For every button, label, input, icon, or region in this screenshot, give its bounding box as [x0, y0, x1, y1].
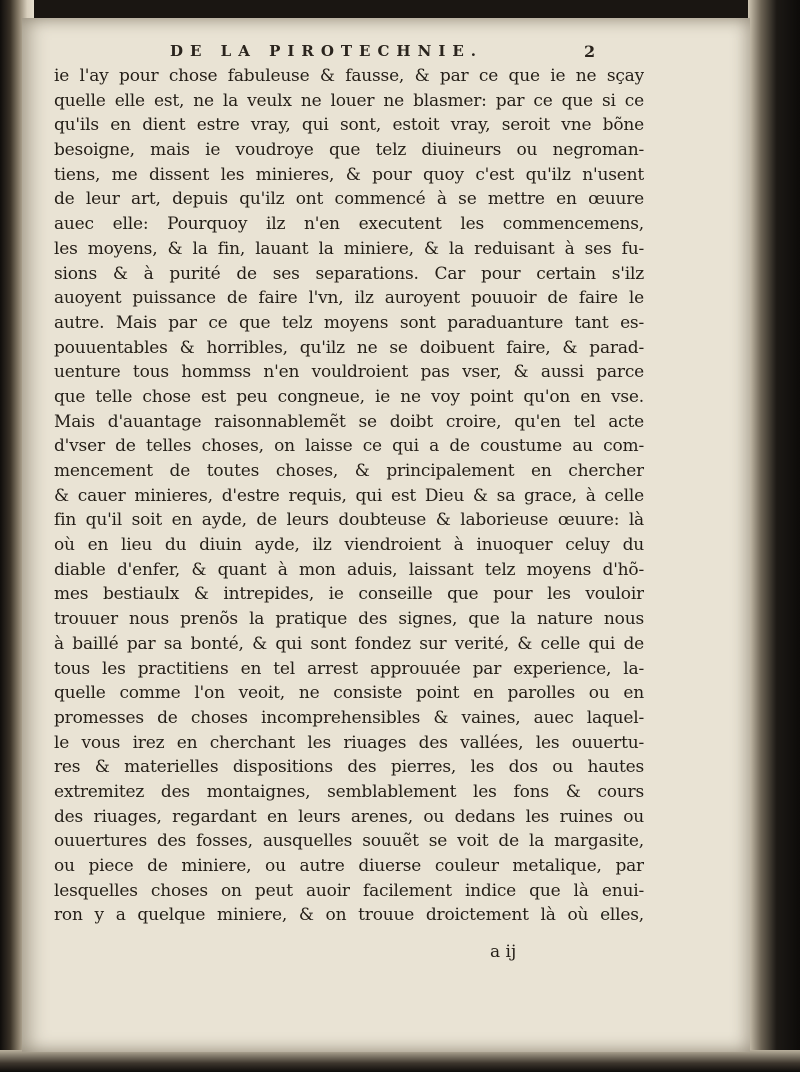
text-line: Mais d'auantage raisonnablemẽt se doibt croire, qu'en tel acte	[54, 411, 644, 432]
running-head: DE LA PIROTECHNIE.	[170, 42, 483, 60]
text-line: promesses de choses incomprehensibles & vaines, auec laquel-	[54, 707, 644, 728]
text-line: pouuentables & horribles, qu'ilz ne se doibuent faire, & parad-	[54, 337, 644, 358]
text-line: fin qu'il soit en ayde, de leurs doubteuse & laborieuse œuure: là	[54, 510, 644, 531]
text-line: ron y a quelque miniere, & on trouue droictement là où elles,	[54, 905, 644, 926]
text-line: uenture tous hommss n'en vouldroient pas vser, & aussi parce	[54, 362, 644, 383]
text-line: mes bestiaulx & intrepides, ie conseille que pour les vouloir	[54, 584, 644, 605]
text-line: auec elle: Pourquoy ilz n'en executent les commencemens,	[54, 214, 644, 235]
text-line: quelle comme l'on veoit, ne consiste point en parolles ou en	[54, 683, 644, 704]
text-line: besoigne, mais ie voudroye que telz diuineurs ou negroman-	[54, 140, 644, 161]
text-line: quelle elle est, ne la veulx ne louer ne blasmer: par ce que si ce	[54, 90, 644, 111]
text-line: où en lieu du diuin ayde, ilz viendroient à inuoquer celuy du	[54, 535, 644, 556]
text-line: mencement de toutes choses, & principalement en chercher	[54, 461, 644, 481]
signature-mark: a ij	[490, 942, 517, 962]
text-line: autre. Mais par ce que telz moyens sont paraduanture tant es-	[54, 312, 644, 333]
text-line: de leur art, depuis qu'ilz ont commencé à se mettre en œuure	[54, 189, 644, 210]
book-fore-edge	[748, 0, 800, 1072]
text-line: d'vser de telles choses, on laisse ce qui a de coustume au com-	[54, 436, 644, 457]
text-line: lesquelles choses on peut auoir facilement indice que là enui-	[54, 880, 644, 901]
text-line: extremitez des montaignes, semblablement les fons & cours	[54, 781, 644, 802]
text-line: les moyens, & la fin, lauant la miniere, & la reduisant à ses fu-	[54, 238, 644, 259]
book-bottom-edge	[0, 1050, 800, 1072]
text-line: ie l'ay pour chose fabuleuse & fausse, & par ce que ie ne sçay	[54, 66, 644, 86]
text-line: qu'ils en dient estre vray, qui sont, estoit vray, seroit vne bõne	[54, 115, 644, 136]
text-line: à baillé par sa bonté, & qui sont fondez sur verité, & celle qui de	[54, 633, 644, 654]
text-line: auoyent puissance de faire l'vn, ilz auroyent pouuoir de faire le	[54, 288, 644, 309]
text-line: tous les practitiens en tel arrest approuuée par experience, la-	[54, 658, 644, 679]
text-line: que telle chose est peu congneue, ie ne voy point qu'on en vse.	[54, 386, 644, 407]
text-line: trouuer nous prenõs la pratique des signes, que la nature nous	[54, 609, 644, 630]
text-line: ouuertures des fosses, ausquelles souuẽt se voit de la margasite,	[54, 831, 644, 852]
page-leaf	[22, 18, 750, 1052]
body-text	[54, 64, 644, 928]
text-line: res & materielles dispositions des pierres, les dos ou hautes	[54, 757, 644, 778]
text-line: diable d'enfer, & quant à mon aduis, laissant telz moyens d'hõ-	[54, 559, 644, 580]
text-line: sions & à purité de ses separations. Car pour certain s'ilz	[54, 263, 644, 284]
text-line: & cauer minieres, d'estre requis, qui est Dieu & sa grace, à celle	[54, 485, 644, 506]
text-line: ou piece de miniere, ou autre diuerse couleur metalique, par	[54, 856, 644, 876]
text-line: le vous irez en cherchant les riuages des vallées, les ouuertu-	[54, 732, 644, 753]
text-line: des riuages, regardant en leurs arenes, ou dedans les ruines ou	[54, 806, 644, 827]
text-line: tiens, me dissent les minieres, & pour quoy c'est qu'ilz n'usent	[54, 164, 644, 185]
folio-number: 2	[584, 42, 596, 61]
